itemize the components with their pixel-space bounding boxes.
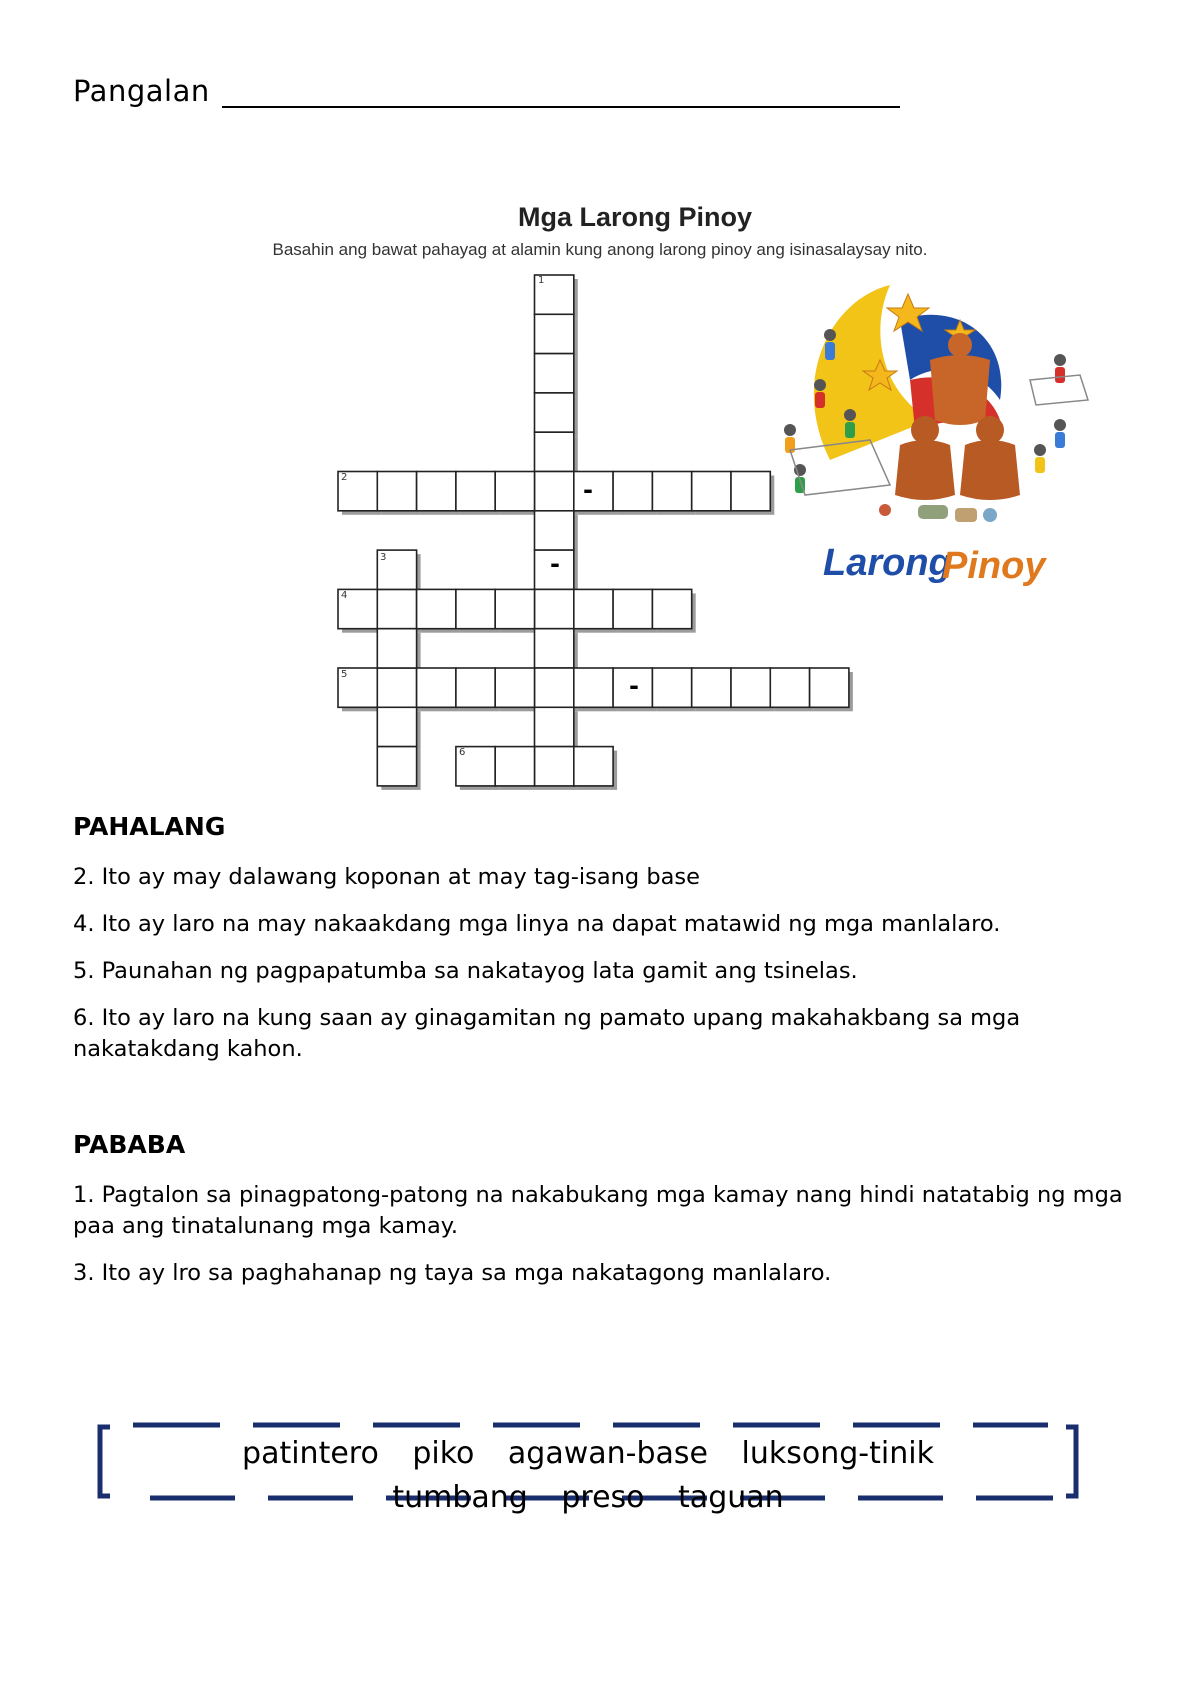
crossword-cell[interactable] bbox=[495, 589, 534, 628]
figure-body-right bbox=[960, 440, 1020, 500]
crossword-cell[interactable] bbox=[613, 472, 652, 511]
crossword-cell[interactable] bbox=[652, 589, 691, 628]
crossword-cell[interactable] bbox=[535, 354, 574, 393]
crossword-cell[interactable] bbox=[652, 472, 691, 511]
hyphen-mark-1: - bbox=[550, 550, 560, 578]
crossword-cell[interactable] bbox=[456, 668, 495, 707]
crossword-cell[interactable] bbox=[692, 472, 731, 511]
crossword-cell[interactable] bbox=[377, 629, 416, 668]
crossword-cell[interactable] bbox=[535, 314, 574, 353]
crossword-cell[interactable] bbox=[652, 668, 691, 707]
game-items bbox=[879, 504, 997, 522]
crossword-cell[interactable] bbox=[535, 589, 574, 628]
word-bank bbox=[98, 1422, 1078, 1515]
crossword-cell[interactable] bbox=[535, 668, 574, 707]
crossword-cell[interactable] bbox=[417, 589, 456, 628]
across-clue-6: 6. Ito ay laro na kung saan ay ginagamitan ng pamato upang makahakbang sa mga nakatakdang kahon. bbox=[73, 1005, 1021, 1062]
crossword-cell[interactable] bbox=[692, 668, 731, 707]
crossword-cell[interactable] bbox=[377, 472, 416, 511]
across-heading: PAHALANG bbox=[73, 812, 226, 841]
crossword-cell[interactable] bbox=[731, 472, 770, 511]
crossword-cell[interactable] bbox=[535, 472, 574, 511]
crossword-cell[interactable] bbox=[535, 629, 574, 668]
logo-brand-text-2: Pinoy bbox=[942, 545, 1046, 587]
crossword-cell[interactable] bbox=[456, 472, 495, 511]
hyphen-mark-2: - bbox=[583, 476, 593, 504]
crossword-cell[interactable] bbox=[810, 668, 849, 707]
crossword-cell[interactable] bbox=[535, 432, 574, 471]
larong-pinoy-logo bbox=[784, 285, 1088, 587]
crossword-cell[interactable] bbox=[574, 472, 613, 511]
crossword-cell[interactable] bbox=[731, 668, 770, 707]
crossword-cell[interactable] bbox=[535, 511, 574, 550]
figure-head-top bbox=[948, 333, 972, 357]
down-clue-1: 1. Pagtalon sa pinagpatong-patong na nakabukang mga kamay nang hindi natatabig ng mga paa ang tinatalunang mga kamay. bbox=[73, 1182, 1123, 1239]
crossword-cell[interactable] bbox=[377, 668, 416, 707]
across-clue-4: 4. Ito ay laro na may nakaakdang mga linya na dapat matawid ng mga manlalaro. bbox=[73, 911, 1001, 937]
crossword-cell[interactable] bbox=[377, 747, 416, 786]
crossword-title: Mga Larong Pinoy bbox=[517, 202, 752, 232]
across-clue-2: 2. Ito ay may dalawang koponan at may tag-isang base bbox=[73, 864, 700, 890]
crossword-cell[interactable] bbox=[613, 589, 652, 628]
crossword-cell[interactable] bbox=[535, 707, 574, 746]
clue-number-1: 1 bbox=[538, 275, 545, 286]
clue-number-4: 4 bbox=[341, 590, 348, 601]
figure-body-top bbox=[930, 355, 990, 425]
clue-number-2: 2 bbox=[341, 472, 348, 483]
down-heading: PABABA bbox=[73, 1130, 186, 1159]
crossword-cell[interactable] bbox=[417, 472, 456, 511]
crossword-grid bbox=[0, 0, 1200, 800]
clue-number-6: 6 bbox=[459, 747, 466, 758]
hyphen-mark-5: - bbox=[629, 672, 639, 700]
crossword-cell[interactable] bbox=[770, 668, 809, 707]
clue-number-5: 5 bbox=[341, 669, 348, 680]
crossword-cell[interactable] bbox=[535, 747, 574, 786]
figure-head-right bbox=[976, 416, 1004, 444]
down-clue-3: 3. Ito ay lro sa paghahanap ng taya sa mga nakatagong manlalaro. bbox=[73, 1260, 832, 1286]
crossword-cell[interactable] bbox=[574, 589, 613, 628]
crossword-instruction: Basahin ang bawat pahayag at alamin kung anong larong pinoy ang isinasalaysay nito. bbox=[272, 240, 928, 259]
crossword-cell[interactable] bbox=[495, 747, 534, 786]
crossword-cell[interactable] bbox=[535, 393, 574, 432]
crossword-cell[interactable] bbox=[456, 589, 495, 628]
crossword-cell[interactable] bbox=[495, 668, 534, 707]
crossword-cell[interactable] bbox=[574, 668, 613, 707]
crossword-cell[interactable] bbox=[377, 589, 416, 628]
crossword-cell[interactable] bbox=[495, 472, 534, 511]
name-label: Pangalan bbox=[73, 74, 210, 108]
crossword-cell[interactable] bbox=[417, 668, 456, 707]
logo-brand-text-1: Larong bbox=[823, 542, 952, 584]
across-clue-5: 5. Paunahan ng pagpapatumba sa nakatayog lata gamit ang tsinelas. bbox=[73, 958, 858, 984]
crossword-cell[interactable] bbox=[377, 707, 416, 746]
figure-head-left bbox=[911, 416, 939, 444]
clue-number-3: 3 bbox=[380, 552, 387, 563]
figure-body-left bbox=[895, 440, 955, 500]
crossword-cell[interactable] bbox=[574, 747, 613, 786]
word-bank-words: patintero piko agawan-base luksong-tinik tumbang preso taguan bbox=[242, 1436, 934, 1515]
